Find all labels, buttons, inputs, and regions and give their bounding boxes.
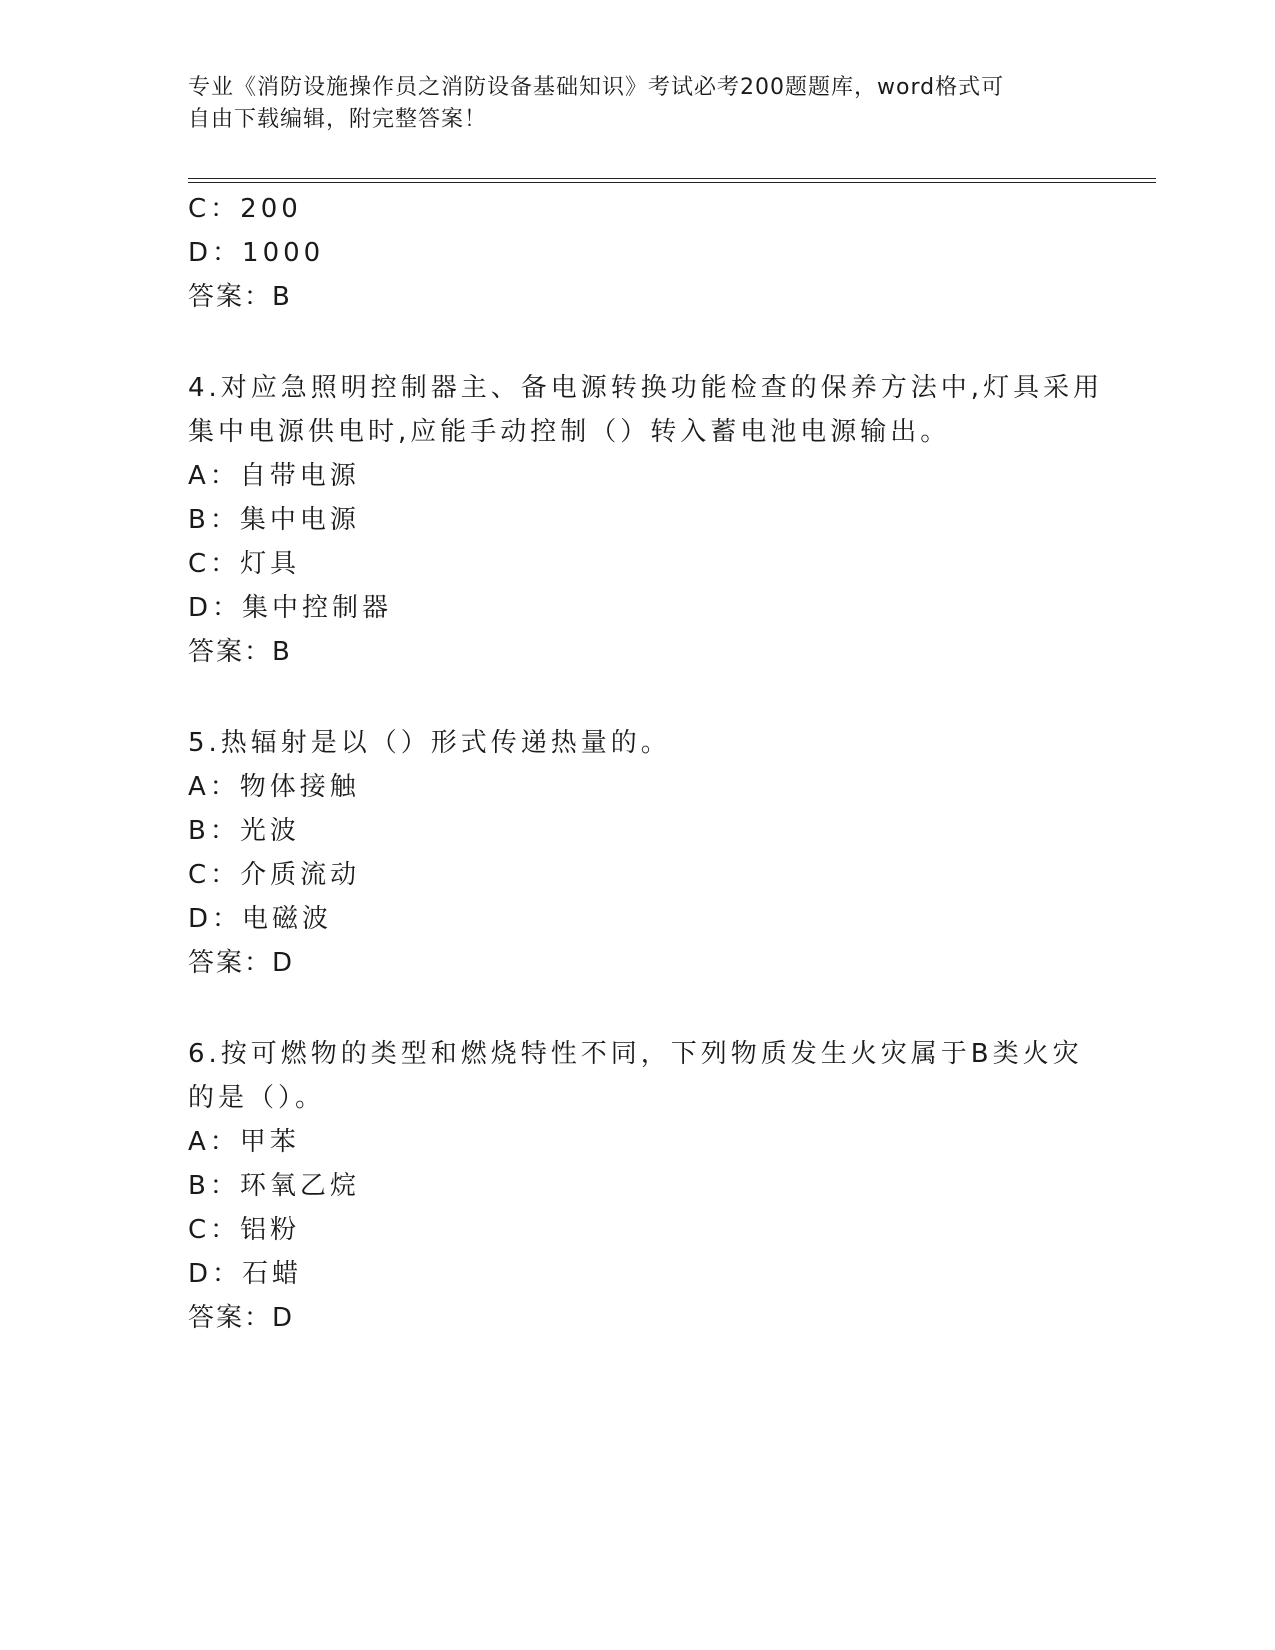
q6-option-a: A：甲苯 [188, 1127, 300, 1157]
q4-stem-line-1: 4.对应急照明控制器主、备电源转换功能检查的保养方法中,灯具采用 [188, 373, 1104, 403]
q3-option-c: C：200 [188, 194, 302, 224]
q4-option-a: A：自带电源 [188, 461, 360, 491]
q6-answer: 答案：D [188, 1303, 295, 1333]
q3-option-d: D：1000 [188, 238, 325, 268]
q4-option-c: C：灯具 [188, 549, 301, 579]
q4-stem-line-2: 集中电源供电时,应能手动控制（）转入蓄电池电源输出。 [188, 417, 951, 447]
q5-stem-line-1: 5.热辐射是以（）形式传递热量的。 [188, 728, 671, 758]
q4-answer: 答案：B [188, 637, 292, 667]
q6-option-b: B：环氧乙烷 [188, 1171, 360, 1201]
q6-stem-line-2: 的是（）。 [188, 1083, 326, 1113]
q5-option-a: A：物体接触 [188, 772, 360, 802]
header-line-1: 专业《消防设施操作员之消防设备基础知识》考试必考200题题库，word格式可 [188, 75, 1005, 100]
q5-answer: 答案：D [188, 948, 295, 978]
q6-option-d: D：石蜡 [188, 1259, 303, 1289]
q3-answer: 答案：B [188, 282, 292, 312]
q6-option-c: C：铝粉 [188, 1215, 301, 1245]
header-divider [188, 178, 1156, 183]
header-line-2: 自由下载编辑，附完整答案！ [188, 107, 488, 132]
q4-option-b: B：集中电源 [188, 505, 360, 535]
q5-option-b: B：光波 [188, 816, 300, 846]
q6-stem-line-1: 6.按可燃物的类型和燃烧特性不同，下列物质发生火灾属于B类火灾 [188, 1039, 1083, 1069]
q4-option-d: D：集中控制器 [188, 593, 393, 623]
q5-option-d: D：电磁波 [188, 904, 333, 934]
page-header [188, 72, 1088, 136]
q5-option-c: C：介质流动 [188, 860, 361, 890]
